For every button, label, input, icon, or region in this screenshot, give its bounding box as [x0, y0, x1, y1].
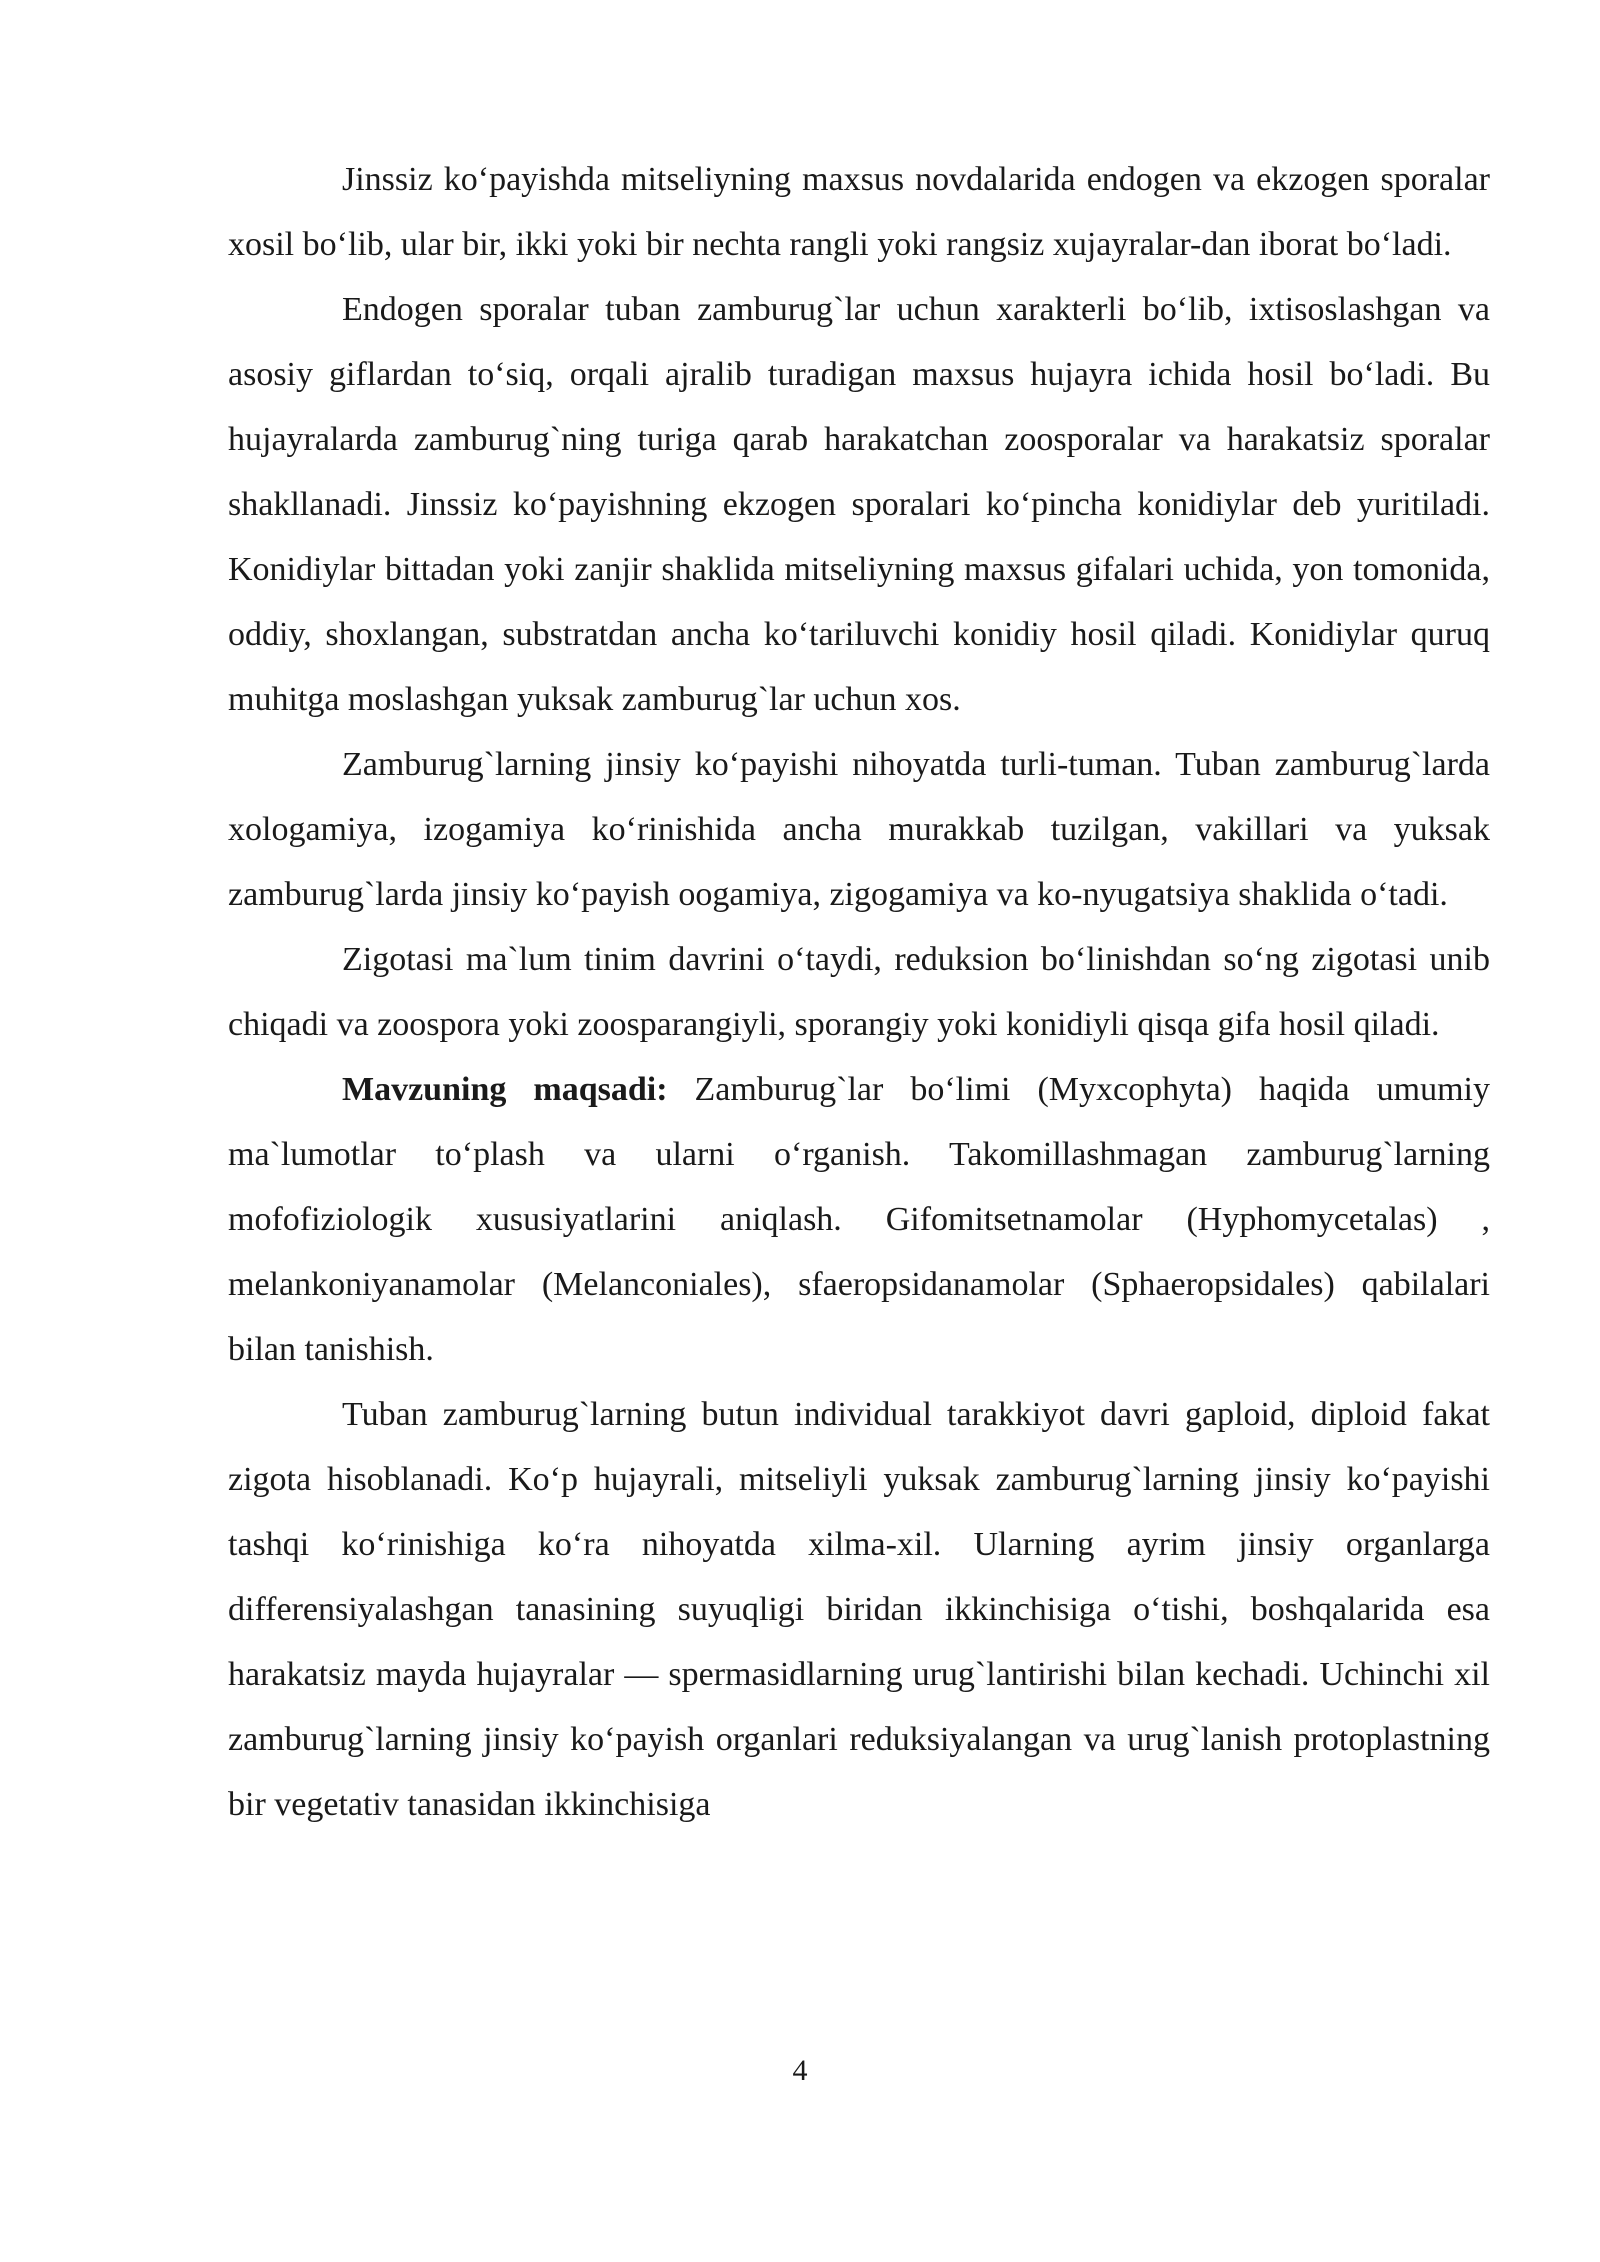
paragraph-topic-goal — [228, 1057, 1490, 1382]
paragraph-asexual-reproduction: Jinssiz ko‘payishda mitseliyning maxsus novdalarida endogen va ekzogen sporalar xosil bo‘lib, ular bir, ikki yoki bir nechta rangli yoki rangsiz xujayralar-dan iborat bo‘ladi. — [228, 161, 1490, 263]
paragraph-zygote: Zigotasi ma`lum tinim davrini o‘taydi, reduksion bo‘linishdan so‘ng zigotasi unib chiqadi va zoospora yoki zoosparangiyli, sporangiy yoki konidiyli qisqa gifa hosil qiladi. — [228, 941, 1490, 1043]
topic-goal-heading: Mavzuning maqsadi: — [342, 1071, 668, 1108]
paragraph-lower-fungi: Tuban zamburug`larning butun individual tarakkiyot davri gaploid, diploid fakat zigota hisoblanadi. Ko‘p hujayrali, mitseliyli yuksak zamburug`larning jinsiy ko‘payishi tashqi ko‘rinishiga ko‘ra nihoyatda xilma-xil. Ularning ayrim jinsiy organlarga differensiyalashgan tanasining suyuqligi biridan ikkinchisiga o‘tishi, boshqalarida esa harakatsiz mayda hujayralar — spermasidlarning urug`lantirishi bilan kechadi. Uchinchi xil zamburug`larning jinsiy ko‘payish organlari reduksiyalangan va urug`lanish protoplastning bir vegetativ tanasidan ikkinchisiga — [228, 1396, 1490, 1823]
document-body — [228, 147, 1490, 1837]
paragraph-sexual-reproduction: Zamburug`larning jinsiy ko‘payishi nihoyatda turli-tuman. Tuban zamburug`larda xologamiya, izogamiya ko‘rinishida ancha murakkab tuzilgan, vakillari va yuksak zamburug`larda jinsiy ko‘payish oogamiya, zigogamiya va ko-nyugatsiya shaklida o‘tadi. — [228, 746, 1490, 913]
paragraph-endogenous-spores: Endogen sporalar tuban zamburug`lar uchun xarakterli bo‘lib, ixtisoslashgan va asosiy giflardan to‘siq, orqali ajralib turadigan maxsus hujayra ichida hosil bo‘ladi. Bu hujayralarda zamburug`ning turiga qarab harakatchan zoosporalar va harakatsiz sporalar shakllanadi. Jinssiz ko‘payishning ekzogen sporalari ko‘pincha konidiylar deb yuritiladi. Konidiylar bittadan yoki zanjir shaklida mitseliyning maxsus gifalari uchida, yon tomonida, oddiy, shoxlangan, substratdan ancha ko‘tariluvchi konidiy hosil qiladi. Konidiylar quruq muhitga moslashgan yuksak zamburug`lar uchun xos. — [228, 291, 1490, 718]
page-number: 4 — [792, 2054, 808, 2087]
topic-goal-text: Zamburug`lar bo‘limi (Myxcophyta) haqida umumiy ma`lumotlar to‘plash va ularni o‘rganish. Takomillashmagan zamburug`larning mofofiziologik xususiyatlarini aniqlash. Gifomitsetnamolar (Hyphomycetalas) , melankoniyanamolar (Melanconiales), sfaeropsidanamolar (Sphaeropsidales) qabilalari bilan tanishish. — [228, 1071, 1490, 1368]
